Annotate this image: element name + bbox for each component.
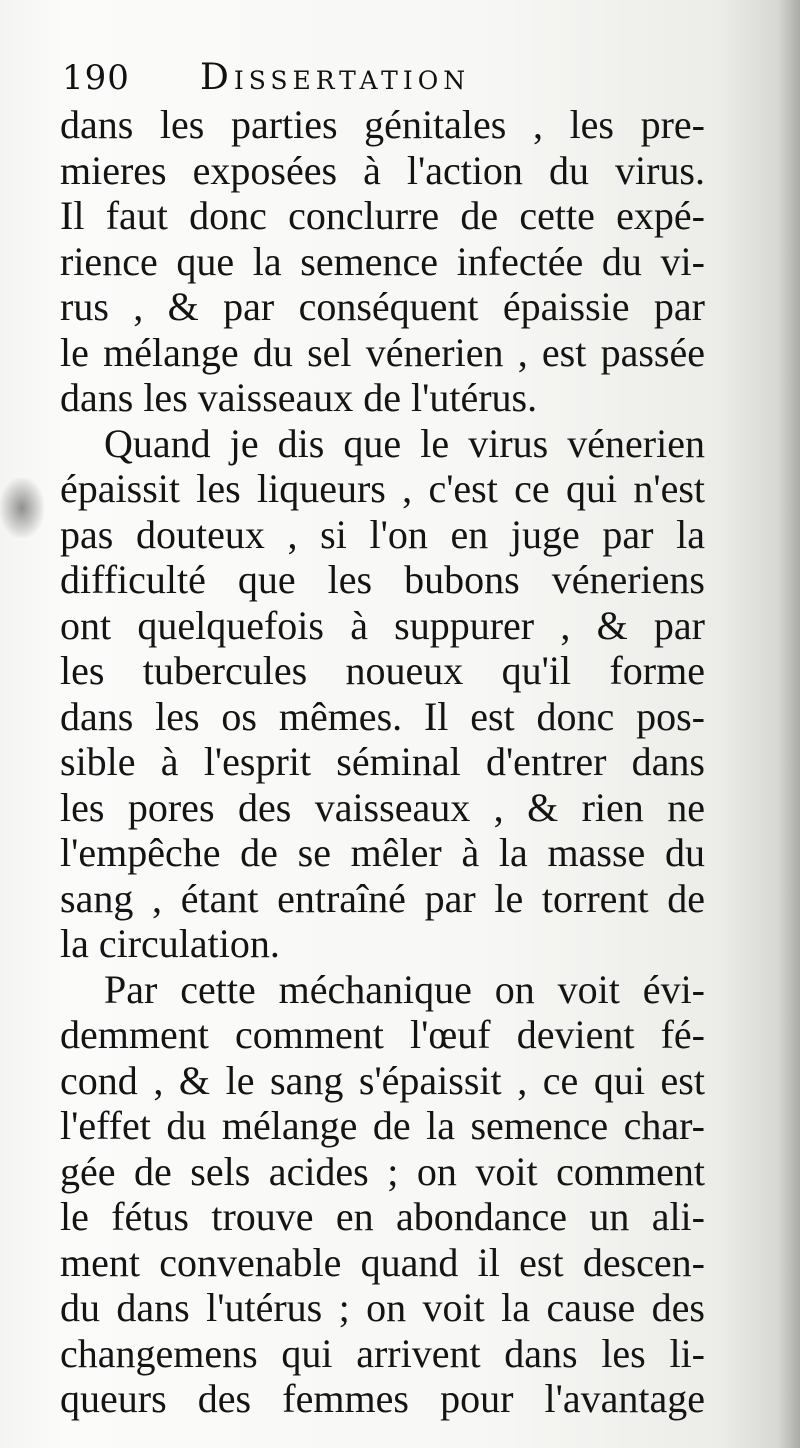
- ink-stain: [0, 478, 44, 538]
- text-line: demment comment l'œuf devient fé-: [60, 1012, 705, 1057]
- text-line: Par cette méchanique on voit évi-: [104, 966, 705, 1012]
- text-line: sible à l'esprit séminal d'entrer dans: [60, 739, 705, 784]
- text-line: sang , étant entraîné par le torrent de: [60, 875, 705, 921]
- running-title: Dissertation: [200, 57, 471, 98]
- text-line: dans les parties génitales , les pre-: [60, 102, 705, 147]
- text-line: ont quelquefois à suppurer , & par: [60, 602, 705, 648]
- text-line: dans les os mêmes. Il est donc pos-: [60, 693, 705, 739]
- text-line: le mélange du sel vénerien , est passée: [60, 329, 705, 375]
- text-line: les tubercules noueux qu'il forme: [60, 648, 705, 693]
- text-line: du dans l'utérus ; on voit la cause des: [60, 1285, 705, 1330]
- page-header: [62, 48, 722, 108]
- text-line: rience que la semence infectée du vi-: [60, 238, 705, 284]
- text-line: l'effet du mélange de la semence char-: [60, 1103, 705, 1148]
- text-line: changemens qui arrivent dans les li-: [60, 1330, 705, 1376]
- text-line: mieres exposées à l'action du virus.: [60, 147, 705, 193]
- text-line: queurs des femmes pour l'avantage: [60, 1376, 705, 1421]
- page-edge-shadow: [778, 0, 800, 1448]
- text-line: difficulté que les bubons véneriens: [60, 557, 705, 602]
- text-line: la circulation.: [60, 921, 280, 966]
- text-line: les pores des vaisseaux , & rien ne: [60, 784, 705, 830]
- text-line: ment convenable quand il est descen-: [60, 1239, 705, 1285]
- text-line: Il faut donc conclurre de cette expé-: [60, 193, 705, 238]
- text-line: épaissit les liqueurs , c'est ce qui n'est: [60, 466, 705, 511]
- text-line: pas douteux , si l'on en juge par la: [60, 511, 705, 557]
- text-line: cond , & le sang s'épaissit , ce qui est: [60, 1057, 705, 1103]
- text-line: gée de sels acides ; on voit comment: [60, 1148, 705, 1194]
- text-line: Quand je dis que le virus vénerien: [104, 420, 705, 466]
- page-number: 190: [62, 58, 130, 98]
- text-line: l'empêche de se mêler à la masse du: [60, 830, 705, 875]
- text-line: dans les vaisseaux de l'utérus.: [60, 375, 538, 420]
- body-text: [60, 102, 705, 1422]
- text-line: le fétus trouve en abondance un ali-: [60, 1194, 705, 1239]
- text-line: rus , & par conséquent épaissie par: [60, 284, 705, 329]
